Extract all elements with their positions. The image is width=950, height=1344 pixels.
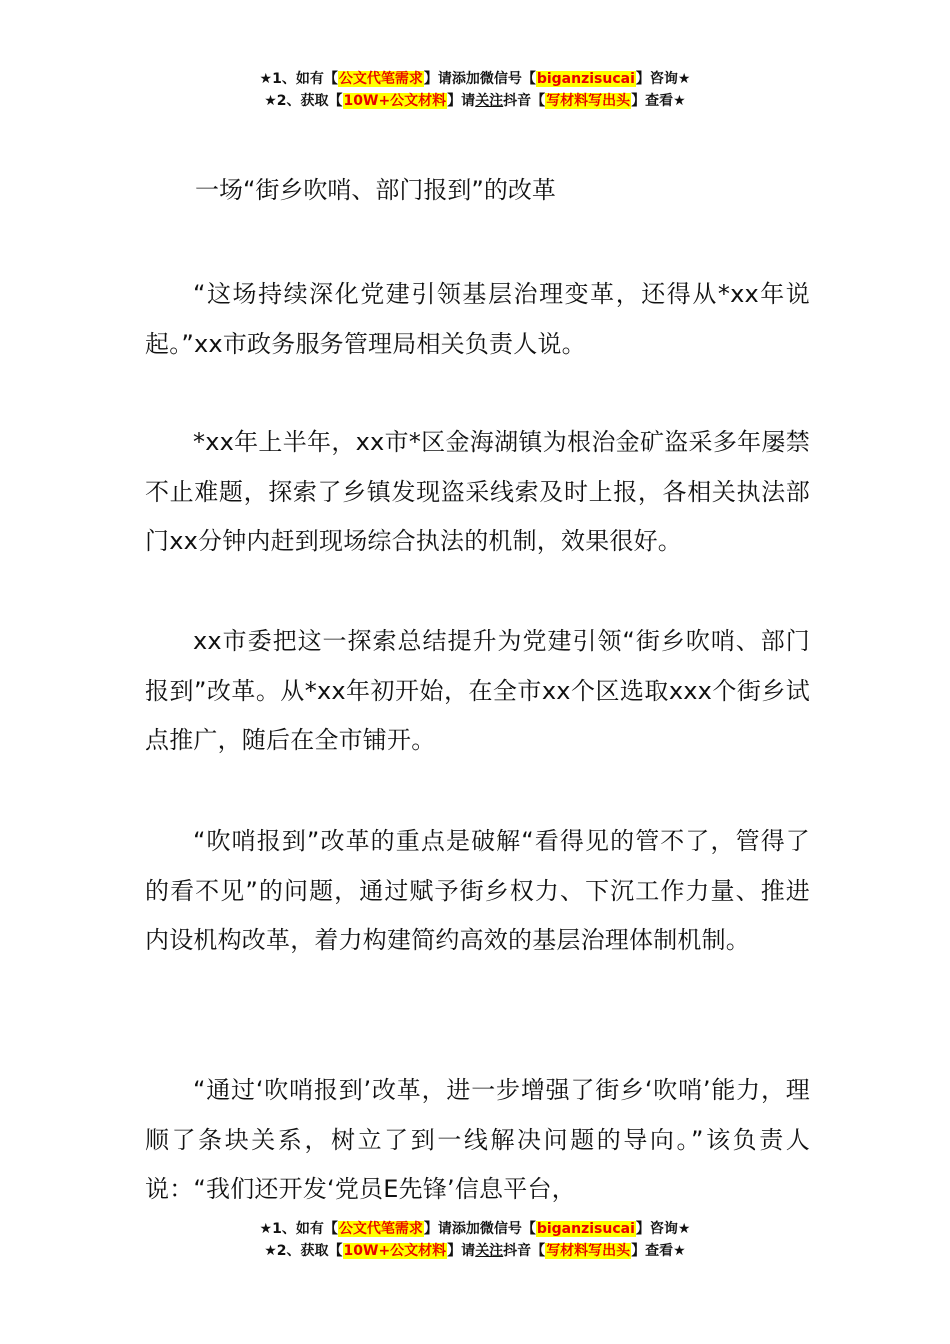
promo-highlight: biganzisucai bbox=[536, 1221, 635, 1237]
promo-text: 】请 bbox=[447, 93, 476, 109]
promo-banner-top bbox=[0, 68, 950, 112]
document-title: 一场“街乡吹哨、部门报到”的改革 bbox=[195, 176, 556, 204]
paragraph-1: “这场持续深化党建引领基层治理变革，还得从*xx年说起。”xx市政务服务管理局相关负责人说。 bbox=[145, 280, 810, 358]
promo-highlight: 10W+公文材料 bbox=[343, 1243, 447, 1259]
promo-banner-bottom bbox=[0, 1218, 950, 1262]
promo-text: 加 bbox=[465, 71, 480, 87]
promo-underlined-text: 关注 bbox=[475, 1243, 504, 1259]
promo-text: 】查看★ bbox=[631, 1243, 686, 1259]
promo-text: 加 bbox=[465, 1221, 480, 1237]
promo-line-2 bbox=[0, 1240, 950, 1262]
promo-line-1 bbox=[0, 68, 950, 90]
promo-text: ★1、如有【 bbox=[259, 1221, 338, 1237]
promo-text: 】查看★ bbox=[631, 93, 686, 109]
promo-line-2 bbox=[0, 90, 950, 112]
promo-text: 】请添 bbox=[423, 71, 466, 87]
promo-text: 】咨询★ bbox=[635, 1221, 691, 1237]
paragraph-3: xx市委把这一探索总结提升为党建引领“街乡吹哨、部门报到”改革。从*xx年初开始，在全市xx个区选取xxx个街乡试点推广，随后在全市铺开。 bbox=[145, 627, 810, 754]
promo-line-1 bbox=[0, 1218, 950, 1240]
promo-highlight: 公文代笔需求 bbox=[338, 71, 423, 87]
promo-highlight: biganzisucai bbox=[536, 71, 635, 87]
promo-text: 】请添 bbox=[423, 1221, 466, 1237]
promo-text: 】咨询★ bbox=[635, 71, 691, 87]
promo-text: 微信号【 bbox=[479, 71, 536, 87]
promo-text: ★1、如有【 bbox=[259, 71, 338, 87]
promo-highlight: 写材料写出头 bbox=[546, 93, 631, 109]
paragraph-5: “通过‘吹哨报到’改革，进一步增强了街乡‘吹哨’能力，理顺了条块关系，树立了到一线解决问题的导向。”该负责人说：“我们还开发‘党员E先锋’信息平台， bbox=[145, 1076, 810, 1203]
promo-text: 抖音【 bbox=[503, 1243, 546, 1259]
promo-text: ★2、获取【 bbox=[264, 1243, 343, 1259]
paragraph-2: *xx年上半年，xx市*区金海湖镇为根治金矿盗采多年屡禁不止难题，探索了乡镇发现盗采线索及时上报，各相关执法部门xx分钟内赶到现场综合执法的机制，效果很好。 bbox=[145, 428, 810, 555]
promo-text: 】请 bbox=[447, 1243, 476, 1259]
promo-highlight: 10W+公文材料 bbox=[343, 93, 447, 109]
promo-highlight: 公文代笔需求 bbox=[338, 1221, 423, 1237]
promo-text: 抖音【 bbox=[503, 93, 546, 109]
promo-underlined-text: 关注 bbox=[475, 93, 504, 109]
promo-highlight: 写材料写出头 bbox=[546, 1243, 631, 1259]
promo-text: ★2、获取【 bbox=[264, 93, 343, 109]
paragraph-4: “吹哨报到”改革的重点是破解“看得见的管不了，管得了的看不见”的问题，通过赋予街乡权力、下沉工作力量、推进内设机构改革，着力构建简约高效的基层治理体制机制。 bbox=[145, 827, 810, 954]
promo-text: 微信号【 bbox=[479, 1221, 536, 1237]
